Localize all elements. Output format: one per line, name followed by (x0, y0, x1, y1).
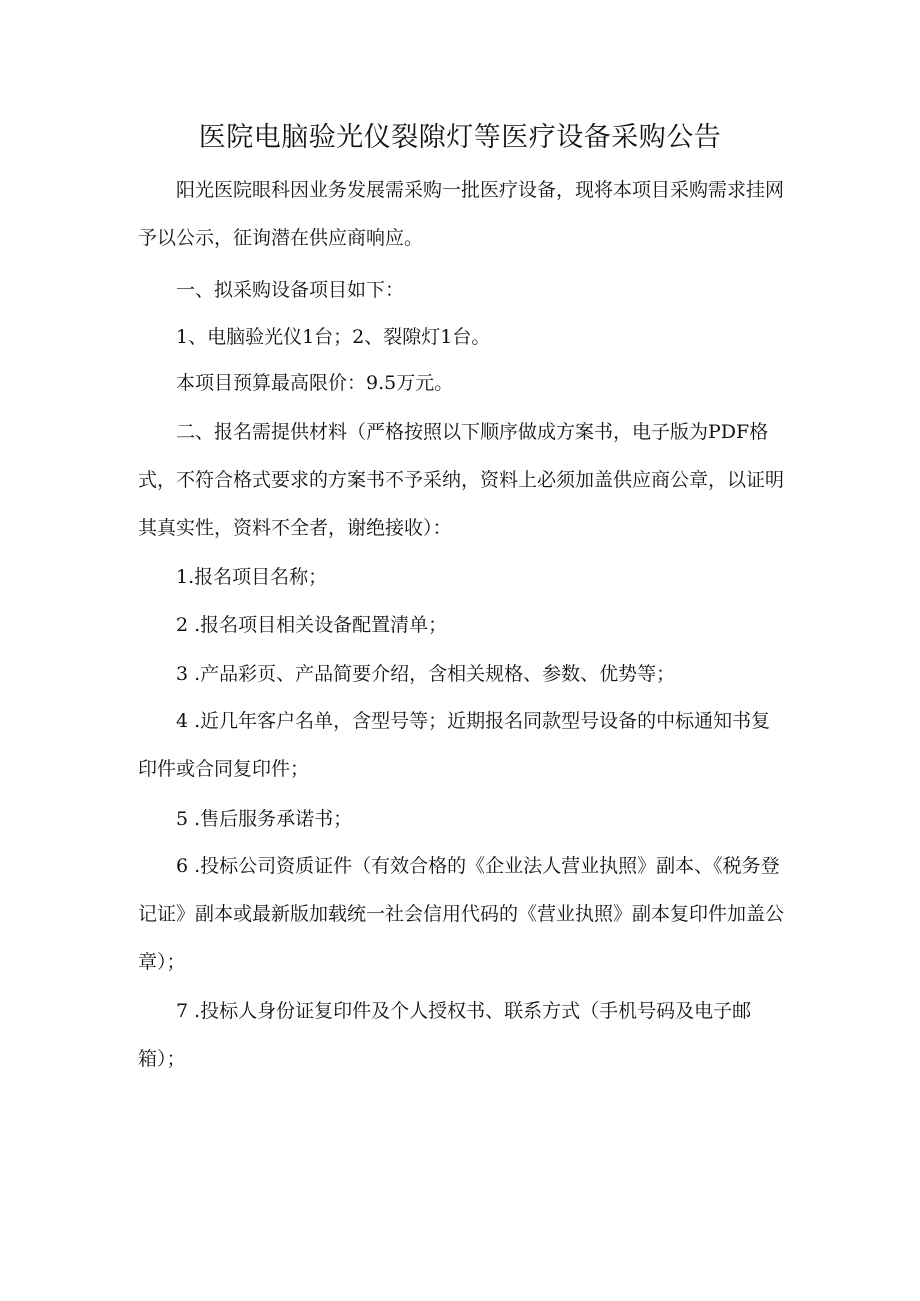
document-title: 医院电脑验光仪裂隙灯等医疗设备采购公告 (198, 122, 722, 153)
list-item-1: 1.报名项目名称； (176, 566, 328, 588)
list-item-6: 6 .投标公司资质证件（有效合格的《企业法人营业执照》副本、《税务登记证》副本或最新版加载统一社会信用代码的《营业执照》副本复印件加盖公章）； (138, 855, 785, 973)
paragraph-section-1-heading: 一、拟采购设备项目如下： (176, 279, 405, 301)
paragraph-equipment-list: 1、电脑验光仪1台；2、裂隙灯1台。 (176, 326, 491, 348)
paragraph-intro: 阳光医院眼科因业务发展需采购一批医疗设备，现将本项目采购需求挂网予以公示，征询潜在供应商响应。 (138, 179, 785, 249)
list-item-4: 4 .近几年客户名单，含型号等；近期报名同款型号设备的中标通知书复印件或合同复印件； (138, 710, 771, 780)
paragraph-budget: 本项目预算最高限价：9.5万元。 (176, 372, 454, 394)
list-item-7: 7 .投标人身份证复印件及个人授权书、联系方式（手机号码及电子邮箱）； (138, 1000, 752, 1070)
paragraph-section-2-heading: 二、报名需提供材料（严格按照以下顺序做成方案书，电子版为PDF格式，不符合格式要求的方案书不予采纳，资料上必须加盖供应商公章，以证明其真实性，资料不全者，谢绝接收）： (138, 421, 785, 539)
list-item-5: 5 .售后服务承诺书； (176, 808, 353, 830)
list-item-3: 3 .产品彩页、产品简要介绍，含相关规格、参数、优势等； (176, 663, 676, 685)
list-item-2: 2 .报名项目相关设备配置清单； (176, 614, 448, 636)
